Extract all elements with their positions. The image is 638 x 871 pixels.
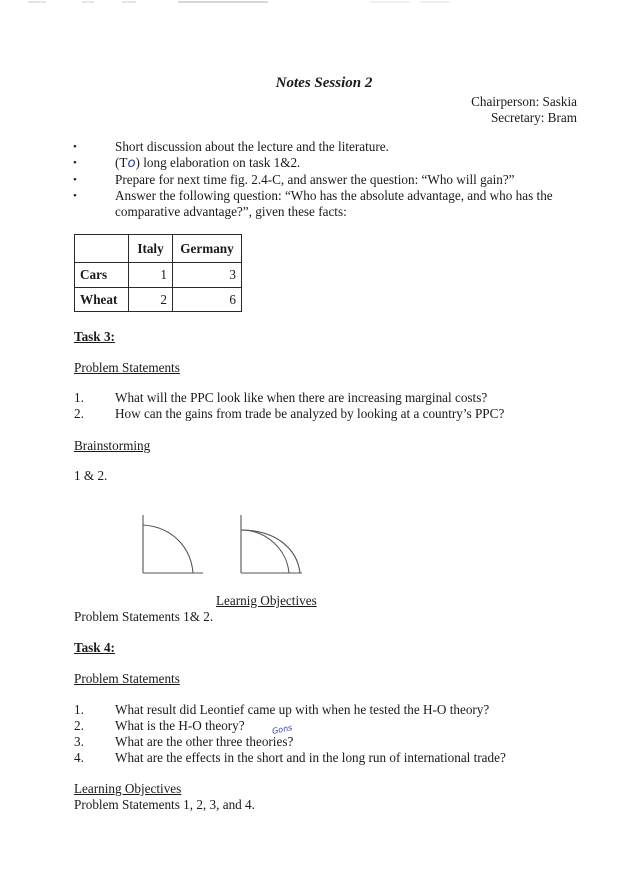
agenda-text: Answer the following question: “Who has the absolute advantage, and who has the [115,188,553,203]
column-header-italy: Italy [129,235,173,263]
problem-statement [74,734,506,750]
table-cell: 1 [129,263,173,288]
agenda-text-continued: comparative advantage?”, given these facts: [115,204,347,219]
problem-text: How can the gains from trade be analyzed by looking at a country’s PPC? [115,406,505,421]
ppc-diagram-increasing-costs [143,515,203,573]
agenda-text: Short discussion about the lecture and the literature. [115,139,389,154]
ppc-curve-outer [241,530,300,573]
ppc-diagram-gains-from-trade [241,515,302,573]
problem-text: What result did Leontief came up with when he tested the H-O theory? [115,702,490,717]
ppc-diagrams [135,510,315,582]
ppc-curve-inner [241,530,289,573]
problem-statement [74,702,506,718]
bullet-icon: • [73,141,77,153]
production-facts-table [74,234,242,312]
table-cell: 3 [173,263,242,288]
problem-number: 3. [74,734,84,749]
agenda-item [73,172,573,188]
problem-text: What are the effects in the short and in the long run of international trade? [115,750,506,765]
handwritten-correction: o [127,156,136,171]
problem-statement [74,390,504,406]
agenda-text-prefix: (T [115,155,128,170]
task3-heading: Task 3: [74,329,115,344]
row-header-cars: Cars [75,263,129,288]
bullet-icon: • [73,190,77,202]
row-header-wheat: Wheat [75,288,129,312]
problem-number: 1. [74,390,84,405]
problem-number: 4. [74,750,84,765]
table-corner-cell [75,235,129,263]
problem-text: What will the PPC look like when there are increasing marginal costs? [115,390,488,405]
task3-objectives-text: Problem Statements 1& 2. [74,609,214,624]
agenda-item [73,155,573,172]
table-row [75,288,242,312]
task3-problem-heading: Problem Statements [74,360,180,375]
problem-statement [74,406,504,422]
table-header-row [75,235,242,263]
table-cell: 2 [129,288,173,312]
chairperson: Chairperson: Saskia [471,94,577,109]
problem-number: 1. [74,702,84,717]
agenda-item [73,139,573,155]
problem-statement [74,750,506,766]
brainstorming-reference: 1 & 2. [74,468,108,483]
table-cell: 6 [173,288,242,312]
task4-problem-heading: Problem Statements [74,671,180,686]
document-title: Notes Session 2 [275,75,373,91]
task3-problem-list [74,390,504,422]
bullet-icon: • [73,174,77,186]
session-agenda [73,139,573,220]
task4-objectives-heading: Learning Objectives [74,781,182,796]
task4-problem-list [74,702,506,766]
table-row [75,263,242,288]
task3-objectives-heading: Learnig Objectives [216,593,317,608]
problem-number: 2. [74,406,84,421]
ppc-curve [143,525,193,573]
agenda-text: Prepare for next time fig. 2.4-C, and answer the question: “Who will gain?” [115,172,515,187]
task4-objectives-text: Problem Statements 1, 2, 3, and 4. [74,797,255,812]
secretary: Secretary: Bram [490,110,577,125]
scan-artifact [0,0,638,8]
agenda-text: ) long elaboration on task 1&2. [135,155,301,170]
brainstorming-heading: Brainstorming [74,438,151,453]
bullet-icon: • [73,157,77,169]
column-header-germany: Germany [173,235,242,263]
problem-number: 2. [74,718,84,733]
task4-heading: Task 4: [74,640,115,655]
problem-text: What is the H-O theory? [115,718,245,733]
problem-text: What are the other three theories? [115,734,294,749]
handwritten-annotation: Gons [271,722,294,737]
agenda-item [73,188,573,220]
